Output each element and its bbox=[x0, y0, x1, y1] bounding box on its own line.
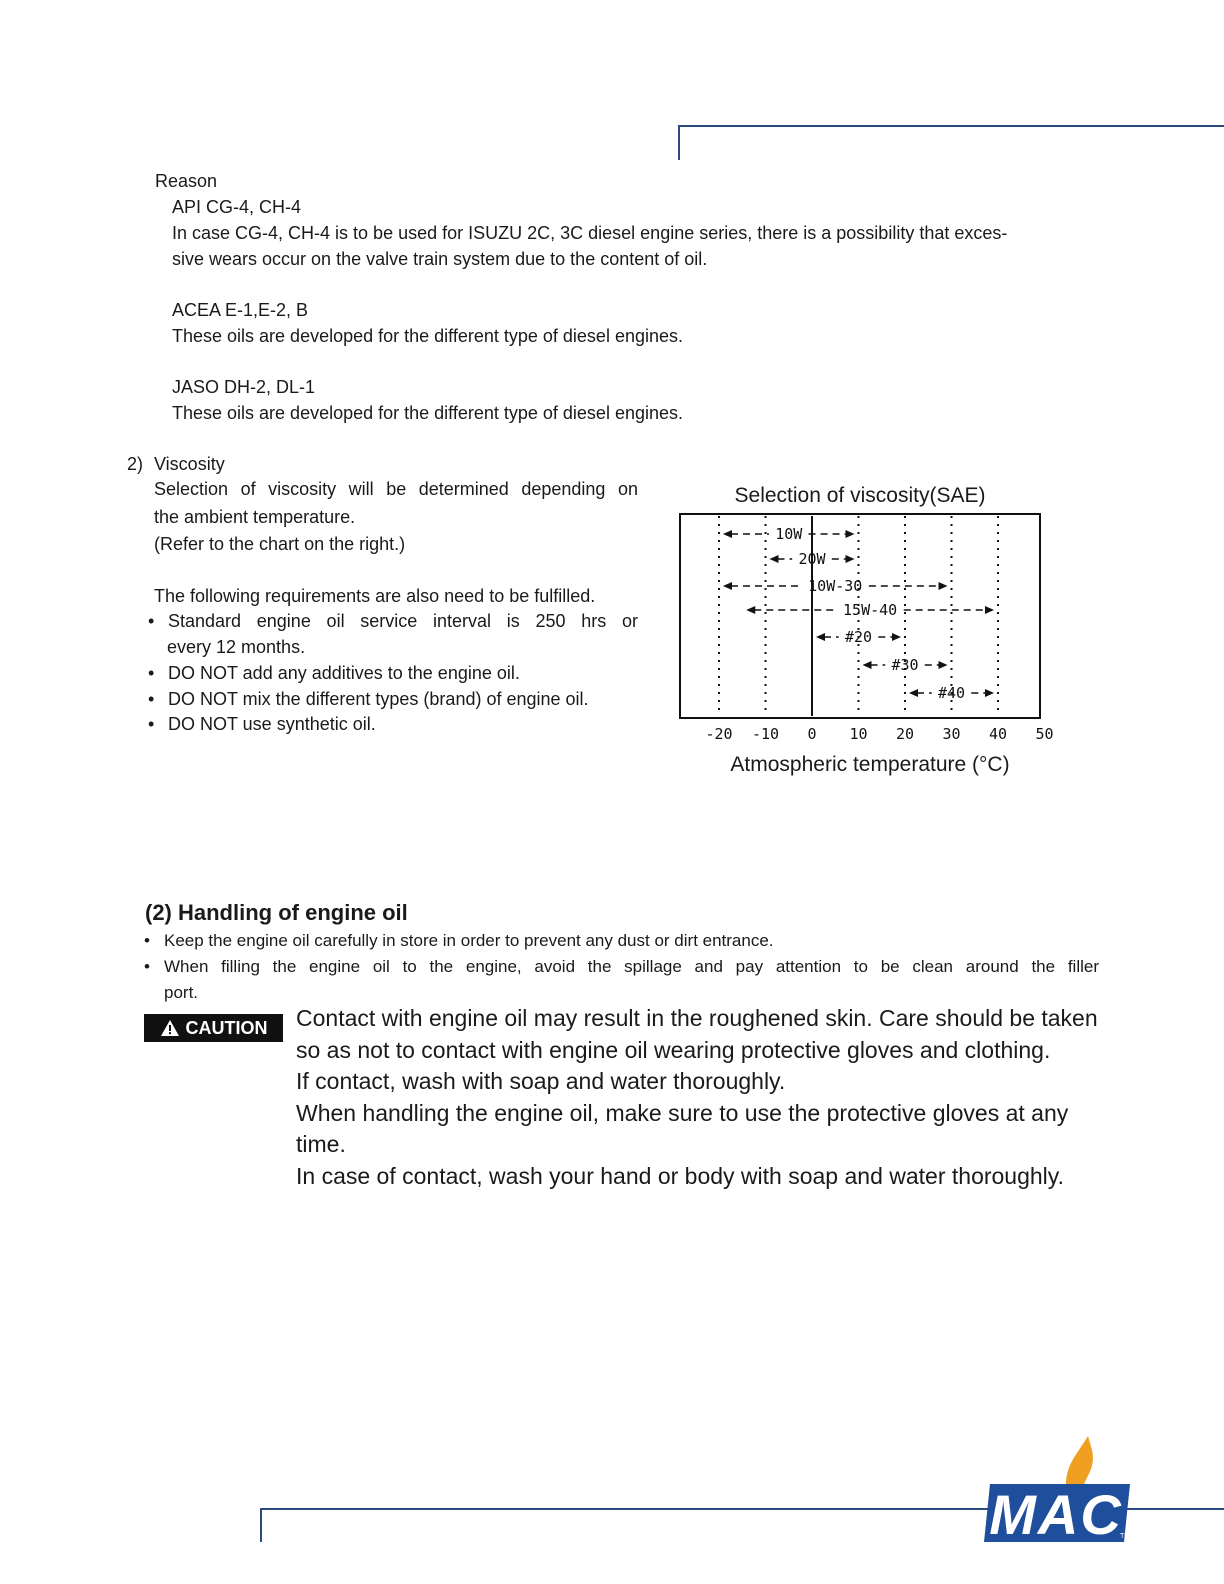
list-item-continuation: port. bbox=[164, 983, 199, 1002]
requirements-intro: The following requirements are also need to be fulfilled. bbox=[154, 586, 596, 606]
api-title: API CG-4, CH-4 bbox=[172, 197, 302, 217]
x-tick-label: 10 bbox=[849, 725, 868, 743]
acea-text: These oils are developed for the different type of diesel engines. bbox=[172, 326, 683, 346]
bullet-marker: • bbox=[144, 931, 150, 950]
chart-xlabel: Atmospheric temperature (°C) bbox=[730, 753, 1010, 776]
range-bar bbox=[746, 601, 994, 619]
bullet-marker: • bbox=[148, 689, 155, 709]
list-item-text: When filling the engine oil to the engine, avoid the spillage and pay attention to be clean around the filler bbox=[164, 957, 1099, 976]
header-rule bbox=[678, 125, 1224, 127]
footer-rule-tick bbox=[260, 1508, 262, 1542]
reason-title: Reason bbox=[155, 171, 218, 191]
caution-line: When handling the engine oil, make sure to use the protective gloves at any bbox=[296, 1099, 1069, 1126]
mac-logo bbox=[980, 1432, 1140, 1544]
jaso-title: JASO DH-2, DL-1 bbox=[172, 377, 316, 397]
viscosity-line2: the ambient temperature. bbox=[154, 507, 356, 527]
x-tick-label: 50 bbox=[1035, 725, 1054, 743]
arrow-left-icon bbox=[909, 689, 918, 697]
x-tick-label: 30 bbox=[942, 725, 961, 743]
list-item bbox=[148, 711, 376, 737]
x-tick-label: 20 bbox=[895, 725, 915, 743]
arrow-right-icon bbox=[892, 633, 901, 641]
range-bar bbox=[723, 525, 855, 543]
warning-triangle-icon bbox=[160, 1019, 180, 1037]
list-item-text: DO NOT add any additives to the engine oil. bbox=[168, 663, 520, 683]
list-item bbox=[148, 608, 638, 634]
chart-title: Selection of viscosity(SAE) bbox=[734, 484, 986, 507]
handling-heading: (2) Handling of engine oil bbox=[145, 900, 408, 925]
caution-line: time. bbox=[296, 1131, 346, 1158]
logo-text: MAC bbox=[989, 1483, 1123, 1544]
arrow-left-icon bbox=[816, 633, 825, 641]
viscosity-line3: (Refer to the chart on the right.) bbox=[154, 534, 406, 554]
grade-label: #40 bbox=[937, 684, 966, 702]
viscosity-chart bbox=[670, 505, 1070, 755]
range-bar bbox=[863, 656, 948, 674]
arrow-right-icon bbox=[846, 555, 855, 563]
arrow-right-icon bbox=[939, 661, 948, 669]
list-item-text: Standard engine oil service interval is 250 hrs or bbox=[168, 611, 638, 631]
caution-line: Contact with engine oil may result in the roughened skin. Care should be taken bbox=[296, 1005, 1098, 1031]
grade-label: 15W-40 bbox=[843, 601, 898, 619]
acea-title: ACEA E-1,E-2, B bbox=[172, 300, 309, 320]
logo-tm: TM bbox=[1120, 1533, 1131, 1540]
arrow-left-icon bbox=[723, 582, 732, 590]
grade-label: 10W-30 bbox=[808, 577, 863, 595]
list-item bbox=[148, 660, 520, 686]
arrow-left-icon bbox=[723, 530, 732, 538]
range-bar bbox=[909, 684, 994, 702]
list-item bbox=[148, 686, 589, 712]
caution-line: so as not to contact with engine oil wearing protective gloves and clothing. bbox=[296, 1036, 1051, 1063]
bullet-marker: • bbox=[144, 957, 150, 976]
arrow-right-icon bbox=[985, 606, 994, 614]
arrow-right-icon bbox=[846, 530, 855, 538]
arrow-left-icon bbox=[770, 555, 779, 563]
jaso-text: These oils are developed for the different type of diesel engines. bbox=[172, 403, 683, 423]
range-bar bbox=[816, 628, 901, 646]
list-item bbox=[144, 955, 1099, 979]
arrow-right-icon bbox=[985, 689, 994, 697]
bullet-marker: • bbox=[148, 611, 155, 631]
x-tick-label: 0 bbox=[807, 725, 817, 743]
caution-line: If contact, wash with soap and water thoroughly. bbox=[296, 1068, 786, 1095]
arrow-left-icon bbox=[863, 661, 872, 669]
header-rule-tick bbox=[678, 125, 680, 160]
list-item-text: Keep the engine oil carefully in store in order to prevent any dust or dirt entrance. bbox=[164, 931, 774, 950]
bullet-marker: • bbox=[148, 714, 155, 734]
arrow-right-icon bbox=[939, 582, 948, 590]
api-text-line1: In case CG-4, CH-4 is to be used for ISUZU 2C, 3C diesel engine series, there is a possibility that exces- bbox=[172, 223, 1008, 243]
list-item-text: DO NOT use synthetic oil. bbox=[168, 714, 376, 734]
caution-line: In case of contact, wash your hand or body with soap and water thoroughly. bbox=[296, 1162, 1064, 1189]
range-bar bbox=[723, 577, 948, 595]
list-item-continuation: every 12 months. bbox=[167, 637, 306, 657]
range-bar bbox=[770, 550, 855, 568]
list-item-text: DO NOT mix the different types (brand) of engine oil. bbox=[168, 689, 589, 709]
grade-label: 20W bbox=[798, 550, 826, 568]
caution-label: CAUTION bbox=[185, 1017, 268, 1038]
x-tick-label: -10 bbox=[751, 725, 780, 743]
viscosity-title: Viscosity bbox=[154, 454, 225, 474]
grade-label: #20 bbox=[844, 628, 873, 646]
bullet-marker: • bbox=[148, 663, 155, 683]
viscosity-line1: Selection of viscosity will be determined depending on bbox=[154, 479, 638, 499]
api-text-line2: sive wears occur on the valve train system due to the content of oil. bbox=[172, 249, 708, 269]
viscosity-number: 2) bbox=[127, 454, 144, 474]
caution-text bbox=[296, 1003, 1116, 1193]
grade-label: 10W bbox=[775, 525, 803, 543]
x-tick-label: -20 bbox=[705, 725, 733, 743]
arrow-left-icon bbox=[746, 606, 755, 614]
list-item bbox=[144, 929, 774, 953]
grade-label: #30 bbox=[891, 656, 919, 674]
caution-badge bbox=[144, 1014, 283, 1042]
x-tick-label: 40 bbox=[988, 725, 1008, 743]
